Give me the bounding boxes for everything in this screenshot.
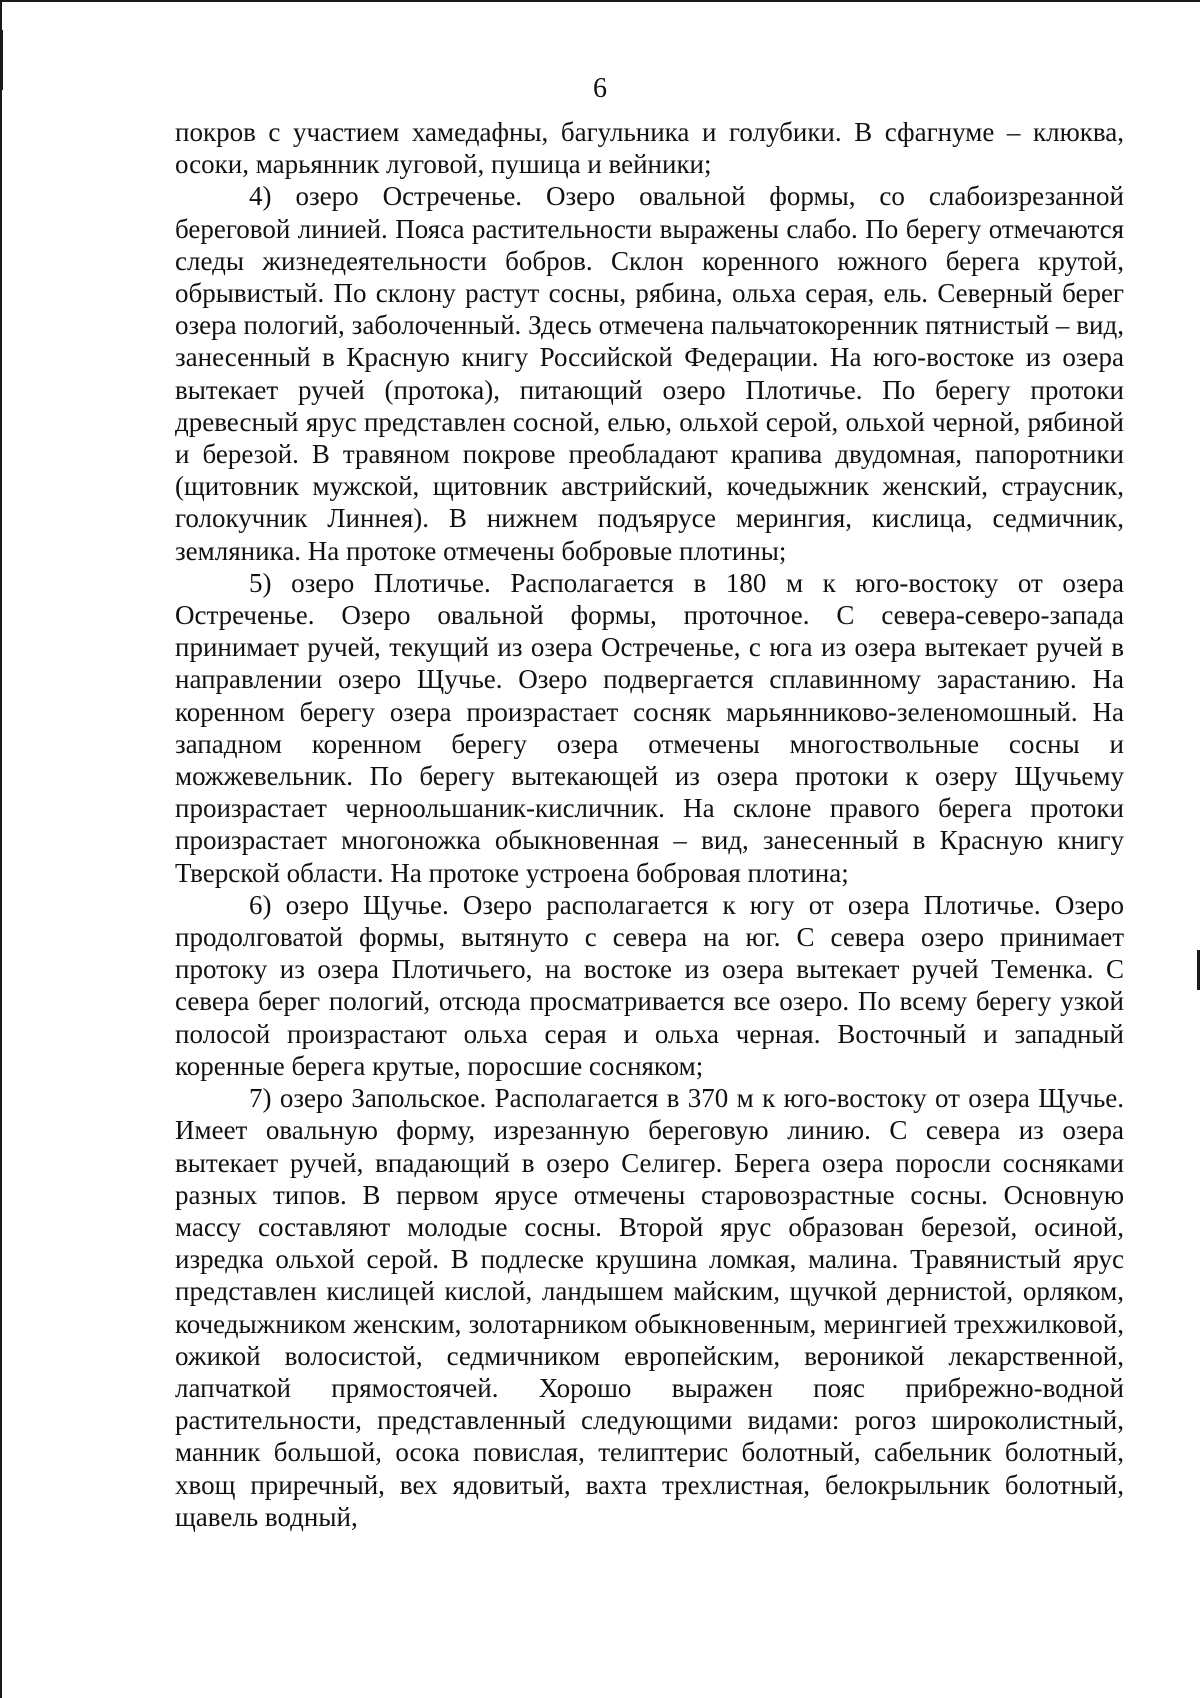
page-number: 6 bbox=[593, 73, 607, 104]
scan-edge-left bbox=[0, 0, 2, 1698]
scan-edge-top bbox=[0, 0, 1200, 2]
paragraph-lake-shchuchye: 6) озеро Щучье. Озеро располагается к югу от озера Плотичье. Озеро продолговатой формы, вытянуто с севера на юг. С севера озеро принимает протоку из озера Плотичьего, на востоке из озера вытекает ручей Теменка. С севера берег пологий, отсюда просматривается все озеро. По всему берегу узкой полосой произрастают ольха серая и ольха черная. Восточный и западный коренные берега крутые, поросшие сосняком; bbox=[175, 889, 1124, 1081]
paragraph-lake-plotichye: 5) озеро Плотичье. Располагается в 180 м к юго-востоку от озера Остреченье. Озеро овальной формы, проточное. С севера-северо-запада принимает ручей, текущий из озера Остреченье, с юга из озера вытекает ручей в направлении озеро Щучье. Озеро подвергается сплавинному зарастанию. На коренном берегу озера произрастает сосняк марьянниково-зеленомошный. На западном коренном берегу озера отмечены многоствольные сосны и можжевельник. По берегу вытекающей из озера протоки к озеру Щучьему произрастает черноольшаник-кисличник. На склоне правого берега протоки произрастает многоножка обыкновенная – вид, занесенный в Красную книгу Тверской области. На протоке устроена бобровая плотина; bbox=[175, 567, 1124, 888]
paragraph-lake-zapolskoye: 7) озеро Запольское. Располагается в 370 м к юго-востоку от озера Щучье. Имеет овальную форму, изрезанную береговую линию. С севера из озера вытекает ручей, впадающий в озеро Селигер. Берега озера поросли сосняками разных типов. В первом ярусе отмечены старовозрастные сосны. Основную массу составляют молодые сосны. Второй ярус образован березой, осиной, изредка ольхой серой. В подлеске крушина ломкая, малина. Травянистый ярус представлен кислицей кислой, ландышем майским, щучкой дернистой, орляком, кочедыжником женским, золотарником обыкновенным, мерингией трехжилковой, ожикой волосистой, седмичником европейским, вероникой лекарственной, лапчаткой прямостоячей. Хорошо выражен пояс прибрежно-водной растительности, представленный следующими видами: рогоз широколистный, манник большой, осока повислая, телиптерис болотный, сабельник болотный, хвощ приречный, вех ядовитый, вахта трехлистная, белокрыльник болотный, щавель водный, bbox=[175, 1083, 1124, 1532]
paragraph-lake-ostrechenye: 4) озеро Остреченье. Озеро овальной формы, со слабоизрезанной береговой линией. Пояса растительности выражены слабо. По берегу отмечаются следы жизнедеятельности бобров. Склон коренного южного берега крутой, обрывистый. По склону растут сосны, рябина, ольха серая, ель. Северный берег озера пологий, заболоченный. Здесь отмечена пальчатокоренник пятнистый – вид, занесенный в Красную книгу Российской Федерации. На юго-востоке из озера вытекает ручей (протока), питающий озеро Плотичье. По берегу протоки древесный ярус представлен сосной, елью, ольхой серой, ольхой черной, рябиной и березой. В травяном покрове преобладают крапива двудомная, папоротники (щитовник мужской, щитовник австрийский, кочедыжник женский, страусник, голокучник Линнея). В нижнем подъярусе мерингия, кислица, седмичник, земляника. На протоке отмечены бобровые плотины; bbox=[175, 181, 1124, 566]
paragraph-continuation: покров с участием хамедафны, багульника и голубики. В сфагнуме – клюква, осоки, марьянник луговой, пушица и вейники; bbox=[175, 117, 1124, 180]
document-body bbox=[175, 116, 1124, 1533]
